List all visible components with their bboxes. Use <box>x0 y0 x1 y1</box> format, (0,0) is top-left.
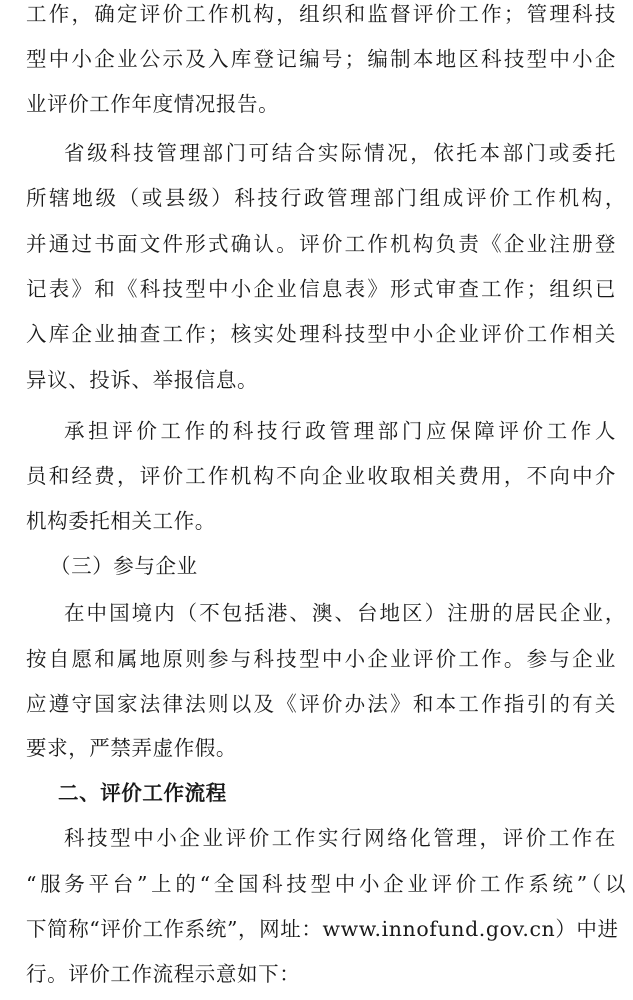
text-line-1: 工作，确定评价工作机构，组织和监督评价工作；管理科技 <box>26 2 616 26</box>
text-line-19: 科技型中小企业评价工作实行网络化管理，评价工作在 <box>64 826 616 850</box>
text-line-6: 并通过书面文件形式确认。评价工作机构负责《企业注册登 <box>26 232 616 256</box>
text-line-10: 承担评价工作的科技行政管理部门应保障评价工作人 <box>64 419 616 443</box>
section-heading-2: 二、评价工作流程 <box>58 781 227 805</box>
text-line-16: 应遵守国家法律法则以及《评价办法》和本工作指引的有关 <box>26 692 616 716</box>
text-line-11: 员和经费，评价工作机构不向企业收取相关费用，不向中介 <box>26 464 616 488</box>
text-line-20: “服务平台”上的“全国科技型中小企业评价工作系统”（以 <box>26 872 626 896</box>
section-heading-3: （三）参与企业 <box>50 554 198 578</box>
text-line-2: 型中小企业公示及入库登记编号；编制本地区科技型中小企 <box>26 47 616 71</box>
text-line-5: 所辖地级（或县级）科技行政管理部门组成评价工作机构， <box>26 186 626 210</box>
text-line-7: 记表》和《科技型中小企业信息表》形式审查工作；组织已 <box>26 277 616 301</box>
text-line-3: 业评价工作年度情况报告。 <box>26 92 280 116</box>
text-line-22: 行。评价工作流程示意如下： <box>26 962 301 986</box>
text-line-15: 按自愿和属地原则参与科技型中小企业评价工作。参与企业 <box>26 647 616 671</box>
text-line-17: 要求，严禁弄虚作假。 <box>26 736 237 760</box>
text-line-8: 入库企业抽查工作；核实处理科技型中小企业评价工作相关 <box>26 322 616 346</box>
text-line-21: 下简称“评价工作系统”，网址：www.innofund.gov.cn）中进 <box>26 917 619 941</box>
text-line-9: 异议、投诉、举报信息。 <box>26 368 259 392</box>
text-line-12: 机构委托相关工作。 <box>26 509 216 533</box>
text-line-4: 省级科技管理部门可结合实际情况，依托本部门或委托 <box>64 141 616 165</box>
text-line-14: 在中国境内（不包括港、澳、台地区）注册的居民企业， <box>64 601 626 625</box>
